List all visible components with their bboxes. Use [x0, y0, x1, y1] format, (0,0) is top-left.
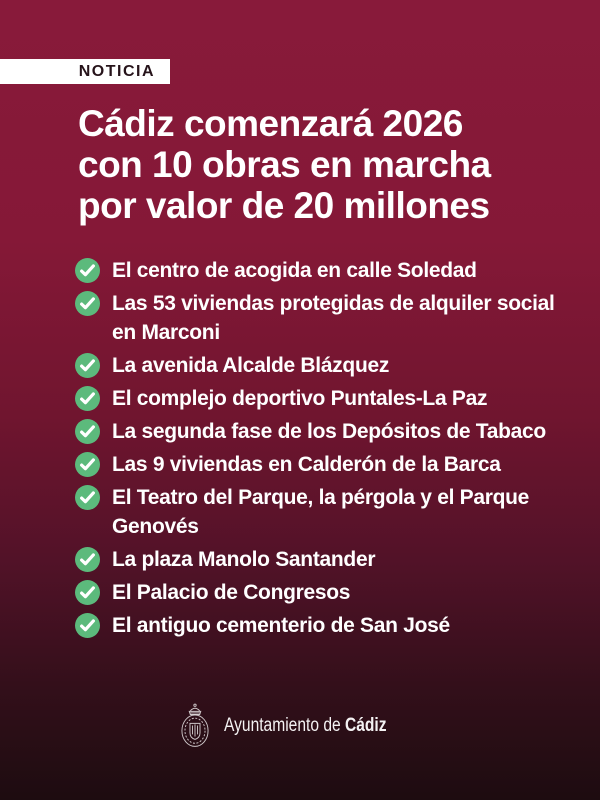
headline: [78, 103, 560, 226]
org-line: [224, 715, 387, 737]
footer: [0, 703, 600, 749]
list-item: [75, 417, 565, 446]
list-item-label: La plaza Manolo Santander: [112, 548, 376, 571]
works-list: [75, 256, 565, 644]
list-item: [75, 611, 565, 640]
list-item: [75, 384, 565, 413]
list-item-label: Las 9 viviendas en Calderón de la Barca: [112, 453, 501, 476]
headline-line-2: con 10 obras en marcha: [78, 144, 491, 185]
list-item: [75, 351, 565, 380]
check-circle-icon: [75, 291, 100, 316]
list-item-label: La avenida Alcalde Blázquez: [112, 354, 390, 377]
list-item: [75, 256, 565, 285]
list-item: [75, 289, 565, 347]
check-circle-icon: [75, 613, 100, 638]
check-circle-icon: [75, 258, 100, 283]
check-circle-icon: [75, 580, 100, 605]
org-name: Cádiz: [345, 715, 387, 736]
check-circle-icon: [75, 419, 100, 444]
list-item: [75, 450, 565, 479]
noticia-badge: [0, 59, 170, 84]
check-circle-icon: [75, 485, 100, 510]
list-item-label: La segunda fase de los Depósitos de Tabaco: [112, 420, 546, 443]
check-circle-icon: [75, 386, 100, 411]
list-item: [75, 578, 565, 607]
check-circle-icon: [75, 353, 100, 378]
list-item-label: El antiguo cementerio de San José: [112, 614, 450, 637]
list-item-label: El Teatro del Parque, la pérgola y el Parque Genovés: [112, 486, 530, 538]
headline-line-3: por valor de 20 millones: [78, 185, 490, 226]
list-item-label: El Palacio de Congresos: [112, 581, 351, 604]
headline-line-1: Cádiz comenzará 2026: [78, 103, 463, 144]
list-item: [75, 483, 565, 541]
cadiz-crest-icon: [177, 703, 213, 749]
list-item: [75, 545, 565, 574]
noticia-badge-label: NOTICIA: [78, 62, 155, 80]
list-item-label: El complejo deportivo Puntales-La Paz: [112, 387, 488, 410]
check-circle-icon: [75, 452, 100, 477]
org-prefix: Ayuntamiento de: [224, 715, 342, 736]
list-item-label: El centro de acogida en calle Soledad: [112, 259, 477, 282]
check-circle-icon: [75, 547, 100, 572]
list-item-label: Las 53 viviendas protegidas de alquiler social en Marconi: [112, 292, 555, 344]
